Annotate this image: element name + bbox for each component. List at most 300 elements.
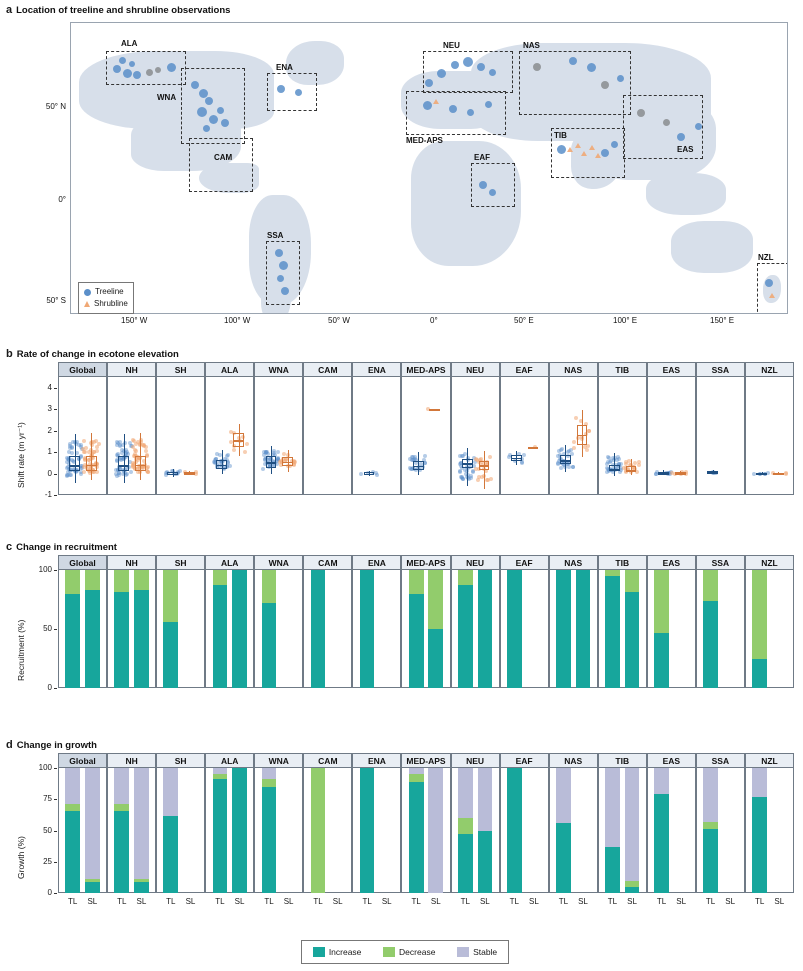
group-header-EAS: EAS [647, 555, 696, 570]
group-header-EAS: EAS [647, 362, 696, 377]
map-xlabel-3: 0° [430, 316, 438, 325]
median-line [511, 458, 522, 459]
data-point [243, 450, 247, 454]
bar-segment [65, 804, 80, 810]
region-label-MEDAPS: MED-APS [406, 136, 443, 145]
bar-segment [262, 779, 277, 787]
xtick-label: TL [558, 897, 569, 906]
observation-marker [637, 109, 645, 117]
bar-segment [85, 768, 100, 879]
data-point [784, 472, 788, 476]
group-header-WNA: WNA [254, 753, 303, 768]
xtick-label: SL [332, 897, 343, 906]
panel-b-ytick: 0 [47, 468, 52, 478]
whisker [124, 434, 125, 483]
bar-segment [752, 570, 767, 659]
data-point [571, 465, 575, 469]
data-point [375, 473, 379, 477]
tick-mark [54, 570, 57, 571]
panel-d-ylabel: Growth (%) [16, 836, 26, 879]
data-point [423, 454, 427, 458]
world-map [70, 22, 788, 314]
bar-segment [163, 768, 178, 816]
plot-cell-EAS [647, 377, 696, 495]
shrubline-marker [575, 143, 581, 148]
observation-marker [203, 125, 210, 132]
xtick-label: SL [185, 897, 196, 906]
observation-marker [663, 119, 670, 126]
bar-segment [458, 834, 473, 893]
bar-segment [605, 847, 620, 893]
observation-marker [281, 287, 289, 295]
xtick-label: SL [479, 897, 490, 906]
panel-b-ytick: -1 [44, 490, 52, 499]
plot-cell-TIB [598, 377, 647, 495]
data-point [232, 448, 236, 452]
observation-marker [611, 141, 618, 148]
observation-marker [437, 69, 446, 78]
plot-cell-ALA [205, 377, 254, 495]
bar-segment [134, 882, 149, 893]
group-header-CAM: CAM [303, 362, 352, 377]
legend-label-increase: Increase [328, 947, 362, 957]
data-point [458, 470, 462, 474]
panel-b-ytick: 1 [47, 447, 52, 457]
bar-segment [85, 882, 100, 893]
group-header-SSA: SSA [696, 555, 745, 570]
plot-cell-EAF [500, 377, 549, 495]
map-xlabel-0: 150° W [121, 316, 148, 325]
tick-mark [54, 431, 57, 432]
xtick-label: TL [362, 897, 372, 906]
xtick-label: SL [578, 897, 588, 906]
panel-c-recruitment [6, 541, 796, 731]
bar-segment [65, 570, 80, 594]
observation-marker [277, 275, 284, 282]
panel-b-shift-rate [6, 348, 796, 533]
bar-segment [625, 887, 640, 893]
group-header-CAM: CAM [303, 753, 352, 768]
data-point [469, 474, 473, 478]
bar-segment [556, 768, 571, 823]
legend-item-increase [313, 947, 362, 957]
legend-label-shrubline: Shrubline [94, 299, 128, 308]
map-xlabel-2: 50° W [328, 316, 350, 325]
region-label-WNA: WNA [157, 93, 177, 102]
map-xlabel-4: 50° E [514, 316, 534, 325]
data-point [116, 452, 120, 456]
map-xlabel-5: 100° E [613, 316, 638, 325]
region-label-NAS: NAS [523, 41, 540, 50]
xtick-label: TL [411, 897, 421, 906]
group-header-Global: Global [58, 753, 107, 768]
bar-segment [703, 570, 718, 601]
data-point [266, 452, 270, 456]
observation-marker [191, 81, 199, 89]
bar-segment [605, 768, 620, 847]
plot-cell-MED-APS [401, 377, 450, 495]
whisker [582, 410, 583, 457]
bar-segment [458, 768, 473, 818]
xtick-label: TL [656, 897, 667, 906]
bar-segment [134, 590, 149, 688]
median-line [577, 435, 588, 436]
tick-mark [54, 388, 57, 389]
bar-segment [703, 822, 718, 830]
median-line [216, 465, 227, 466]
group-header-NAS: NAS [549, 362, 598, 377]
bar-segment [458, 570, 473, 585]
observation-marker [119, 57, 126, 64]
group-header-EAS: EAS [647, 753, 696, 768]
xtick-label: SL [529, 897, 539, 906]
bar-segment [65, 811, 80, 894]
data-point [146, 470, 150, 474]
bar-segment [262, 787, 277, 893]
data-point [144, 449, 148, 453]
median-line [167, 474, 178, 475]
xtick-label: TL [264, 897, 274, 906]
data-point [228, 464, 232, 468]
observation-marker [221, 119, 229, 127]
bar-segment [409, 774, 424, 782]
data-point [460, 475, 464, 479]
ytick-label: 75 [43, 794, 52, 804]
legend-item-shrubline [84, 298, 128, 310]
bar-segment [625, 592, 640, 688]
ytick-label: 25 [43, 856, 52, 866]
median-line [233, 440, 244, 441]
triangle-marker-icon [84, 301, 90, 307]
group-header-NZL: NZL [745, 362, 794, 377]
region-box-SSA [266, 241, 300, 305]
whisker [75, 434, 76, 483]
xtick-label: TL [705, 897, 716, 906]
landmass-southeast-asia [646, 173, 726, 215]
observation-marker [601, 81, 609, 89]
bar-segment [360, 570, 375, 688]
observation-marker [209, 115, 218, 124]
plot-cell-CAM [303, 377, 352, 495]
group-header-Global: Global [58, 555, 107, 570]
bar-segment [478, 570, 493, 688]
observation-marker [167, 63, 176, 72]
bar-segment [134, 768, 149, 879]
bar-segment [703, 829, 718, 893]
panel-b-ytick: 4 [47, 382, 52, 392]
ytick-label: 0 [47, 683, 52, 692]
ytick-label: 100 [38, 565, 52, 574]
observation-marker [557, 145, 566, 154]
bar-segment [213, 570, 228, 585]
stable-swatch-icon [457, 947, 469, 957]
xtick-label: SL [774, 897, 785, 906]
bar-segment [85, 590, 100, 688]
shrubline-marker [433, 99, 439, 104]
plot-cell-WNA [254, 377, 303, 495]
map-legend [78, 282, 134, 314]
group-header-SH: SH [156, 555, 205, 570]
group-header-EAF: EAF [500, 753, 549, 768]
bar-segment [409, 570, 424, 594]
data-point [95, 449, 99, 453]
group-header-ALA: ALA [205, 753, 254, 768]
observation-marker [533, 63, 541, 71]
median-line [479, 465, 490, 466]
median-line [135, 465, 146, 466]
observation-marker [155, 67, 161, 73]
xtick-label: SL [725, 897, 736, 906]
tick-mark [54, 452, 57, 453]
tick-mark [54, 831, 57, 832]
bar-segment [654, 633, 669, 688]
xtick-label: TL [117, 897, 127, 906]
tick-mark [54, 409, 57, 410]
map-ylabel-50n: 50° N [45, 102, 66, 111]
group-header-TIB: TIB [598, 753, 647, 768]
observation-marker [695, 123, 702, 130]
whisker [418, 452, 419, 475]
observation-marker [467, 109, 474, 116]
median-line [429, 409, 440, 410]
xtick-label: TL [460, 897, 470, 906]
bar-segment [478, 768, 493, 831]
bar-segment [478, 831, 493, 894]
legend-label-decrease: Decrease [399, 947, 436, 957]
whisker [565, 445, 566, 473]
observation-marker [277, 85, 285, 93]
region-box-ENA [267, 73, 317, 111]
region-label-NEU: NEU [443, 41, 460, 50]
panel-b-letter: b [6, 348, 13, 360]
bar-segment [134, 570, 149, 590]
panel-a-letter: a [6, 4, 13, 16]
xtick-label: SL [234, 897, 245, 906]
median-line [413, 466, 424, 467]
bar-segment [703, 768, 718, 822]
map-ylabel-0: 0° [58, 195, 66, 204]
group-header-NH: NH [107, 362, 156, 377]
bar-segment [428, 570, 443, 629]
panel-d-growth [6, 739, 796, 934]
tick-mark [54, 495, 57, 496]
median-line [86, 465, 97, 466]
observation-marker [423, 101, 432, 110]
data-point [134, 442, 138, 446]
observation-marker [479, 181, 487, 189]
xtick-label: SL [283, 897, 294, 906]
observation-marker [133, 71, 141, 79]
bar-segment [163, 622, 178, 688]
region-box-CAM [189, 138, 253, 192]
group-header-SSA: SSA [696, 753, 745, 768]
bar-segment [458, 818, 473, 834]
ytick-label: 50 [43, 624, 52, 633]
median-line [69, 465, 80, 466]
bar-segment [163, 570, 178, 622]
ytick-label: 50 [43, 825, 52, 835]
median-line [707, 472, 718, 473]
region-box-EAF [471, 163, 515, 207]
observation-marker [217, 107, 224, 114]
map-xlabel-6: 150° E [710, 316, 735, 325]
group-header-SSA: SSA [696, 362, 745, 377]
median-line [118, 465, 129, 466]
bar-segment [507, 768, 522, 893]
bar-segment [625, 570, 640, 592]
data-point [70, 451, 74, 455]
region-label-TIB: TIB [554, 131, 567, 140]
bar-segment [409, 782, 424, 893]
tick-mark [54, 893, 57, 894]
whisker [91, 433, 92, 480]
panel-b-ylabel: Shift rate (m yr⁻¹) [16, 422, 26, 488]
ytick-label: 100 [38, 763, 52, 772]
median-line [773, 474, 784, 475]
bar-segment [428, 629, 443, 688]
group-header-CAM: CAM [303, 555, 352, 570]
group-header-ENA: ENA [352, 362, 401, 377]
xtick-label: SL [87, 897, 98, 906]
observation-marker [113, 65, 121, 73]
bar-segment [213, 585, 228, 688]
panel-d-letter: d [6, 739, 13, 751]
group-header-MED-APS: MED-APS [401, 555, 450, 570]
data-point [245, 442, 249, 446]
region-label-ALA: ALA [121, 39, 138, 48]
observation-marker [205, 97, 213, 105]
panel-b-ytick: 3 [47, 404, 52, 414]
xtick-label: SL [430, 897, 441, 906]
legend-label-treeline: Treeline [95, 287, 124, 296]
bar-segment [262, 603, 277, 688]
observation-marker [279, 261, 288, 270]
tick-mark [54, 688, 57, 689]
median-line [609, 469, 620, 470]
group-header-TIB: TIB [598, 362, 647, 377]
group-header-ENA: ENA [352, 753, 401, 768]
xtick-label: SL [381, 897, 392, 906]
xtick-label: TL [607, 897, 618, 906]
observation-marker [489, 189, 496, 196]
observation-marker [123, 69, 132, 78]
plot-cell-NAS [549, 377, 598, 495]
bar-segment [654, 768, 669, 794]
bar-segment [114, 811, 129, 894]
panel-c-letter: c [6, 541, 13, 553]
increase-swatch-icon [313, 947, 325, 957]
median-line [675, 473, 686, 474]
region-label-EAF: EAF [474, 153, 490, 162]
data-point [129, 470, 133, 474]
whisker [484, 451, 485, 489]
plot-cell-SH [156, 377, 205, 495]
observation-marker [275, 249, 283, 257]
bar-segment [114, 570, 129, 592]
observation-marker [569, 57, 577, 65]
tick-mark [54, 799, 57, 800]
median-line [364, 474, 375, 475]
bar-segment [163, 816, 178, 894]
region-label-EAS: EAS [677, 145, 694, 154]
bar-segment [409, 594, 424, 688]
tick-mark [54, 629, 57, 630]
panel-c-ylabel: Recruitment (%) [16, 619, 26, 681]
panel-c-title: Change in recruitment [16, 542, 117, 553]
median-line [626, 470, 637, 471]
tick-mark [54, 768, 57, 769]
observation-marker [477, 63, 485, 71]
xtick-label: SL [627, 897, 637, 906]
bar-segment [114, 592, 129, 688]
bar-segment [605, 576, 620, 688]
xtick-label: TL [68, 897, 78, 906]
xtick-label: TL [509, 897, 519, 906]
group-header-Global: Global [58, 362, 107, 377]
group-header-NEU: NEU [451, 555, 500, 570]
region-label-CAM: CAM [214, 153, 233, 162]
median-line [528, 447, 539, 448]
group-header-NEU: NEU [451, 362, 500, 377]
observation-marker [601, 149, 609, 157]
group-header-ALA: ALA [205, 555, 254, 570]
observation-marker [425, 79, 433, 87]
group-header-MED-APS: MED-APS [401, 362, 450, 377]
group-header-NH: NH [107, 753, 156, 768]
observation-marker [129, 61, 135, 67]
data-point [574, 416, 578, 420]
xtick-label: TL [754, 897, 765, 906]
bar-segment [556, 823, 571, 893]
group-header-MED-APS: MED-APS [401, 753, 450, 768]
legend-item-decrease [383, 947, 435, 957]
group-header-WNA: WNA [254, 362, 303, 377]
bar-segment [703, 601, 718, 688]
bar-segment [752, 768, 767, 797]
region-box-MEDAPS [406, 91, 506, 135]
observation-marker [295, 89, 302, 96]
shrubline-marker [567, 147, 573, 152]
region-box-WNA [181, 68, 245, 144]
whisker [467, 448, 468, 487]
decrease-swatch-icon [383, 947, 395, 957]
plot-cell-NZL [745, 377, 794, 495]
bar-segment [458, 585, 473, 688]
legend-item-treeline [84, 286, 128, 298]
median-line [658, 473, 669, 474]
group-header-NAS: NAS [549, 555, 598, 570]
map-ylabel-50s: 50° S [46, 296, 66, 305]
whisker [271, 446, 272, 474]
observation-marker [617, 75, 624, 82]
bar-segment [752, 797, 767, 893]
panel-d-title: Change in growth [16, 740, 97, 751]
region-label-ENA: ENA [276, 63, 293, 72]
bar-segment [654, 794, 669, 893]
panel-b-title: Rate of change in ecotone elevation [16, 349, 179, 360]
group-header-WNA: WNA [254, 555, 303, 570]
group-header-SH: SH [156, 753, 205, 768]
observation-marker [197, 107, 207, 117]
xtick-label: TL [166, 897, 176, 906]
ytick-label: 0 [47, 888, 52, 897]
bar-segment [311, 570, 326, 688]
region-label-SSA: SSA [267, 231, 284, 240]
observation-marker [451, 61, 459, 69]
plot-cell-ENA [352, 377, 401, 495]
bar-segment [213, 774, 228, 779]
bar-segment [85, 879, 100, 882]
